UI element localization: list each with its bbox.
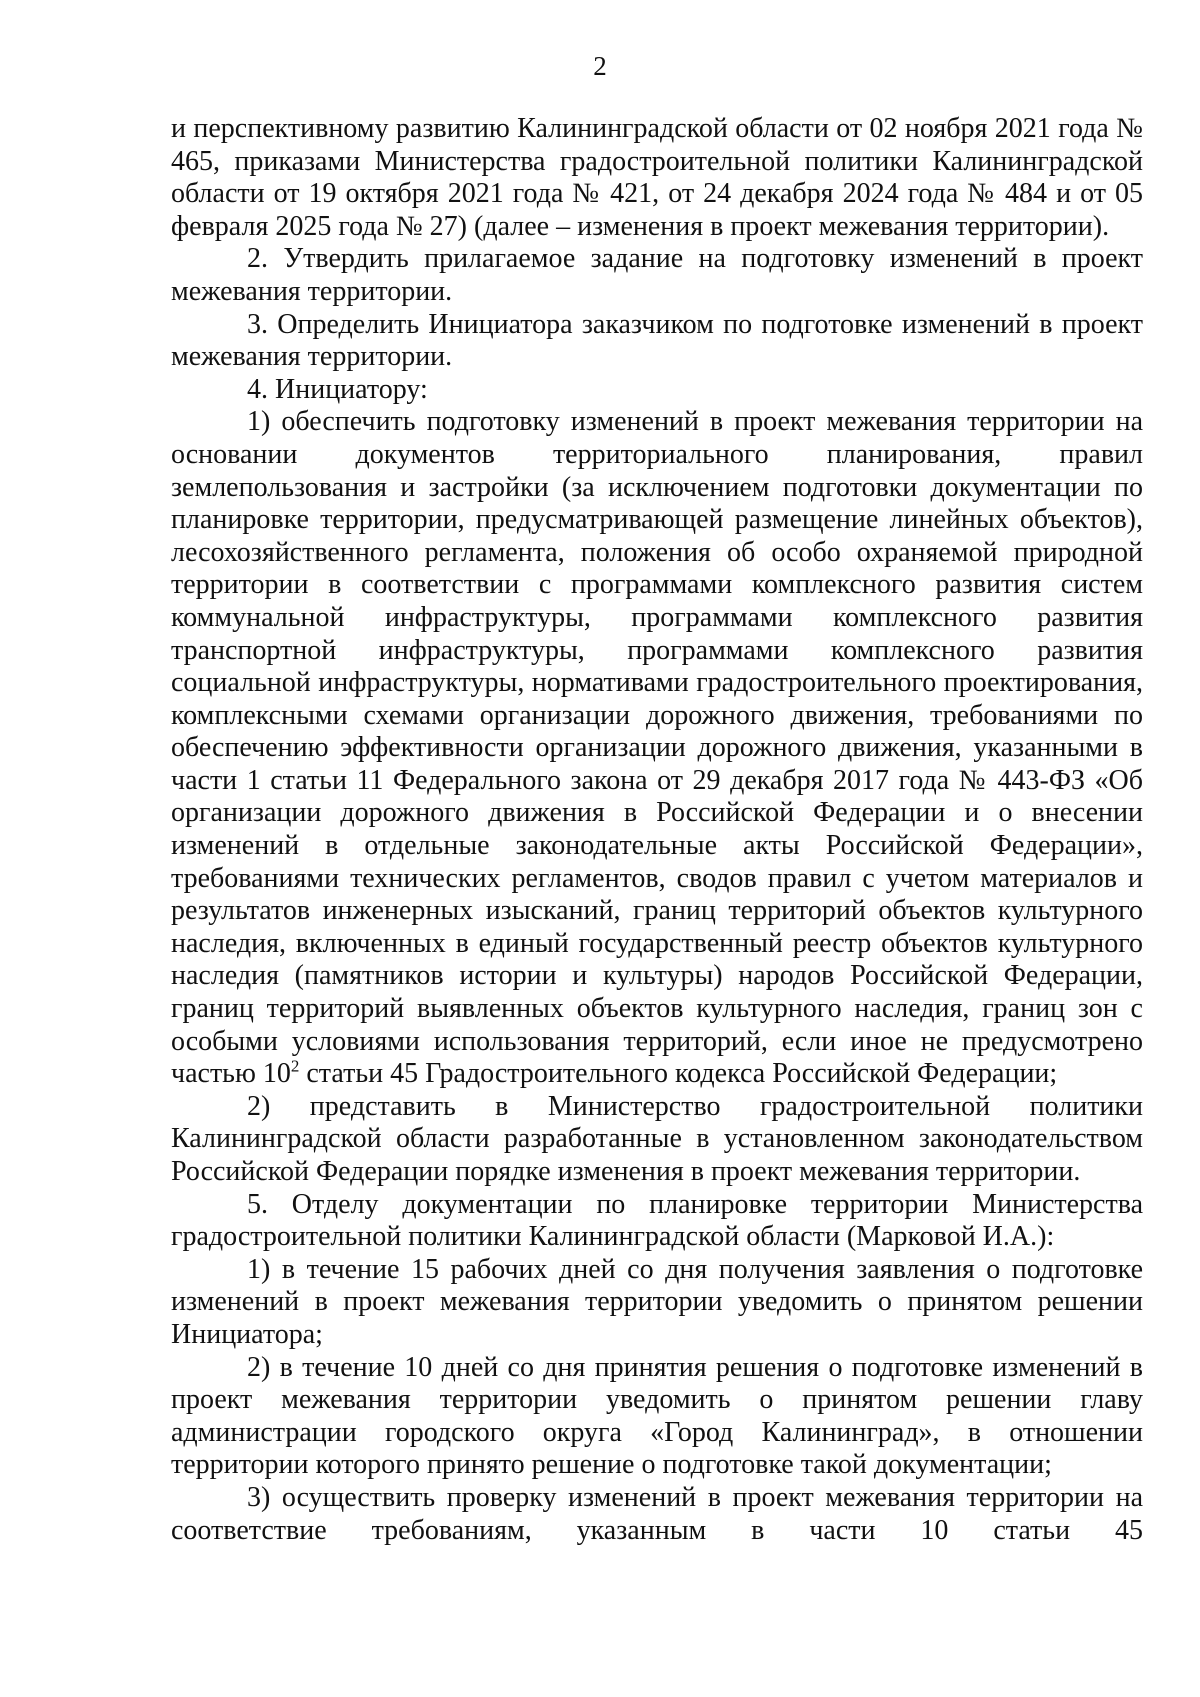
- paragraph-item-5-3: 3) осуществить проверку изменений в проект межевания территории на соответствие требованиям, указанным в части 10 статьи 45: [171, 1481, 1143, 1546]
- paragraph-item-5-1: 1) в течение 15 рабочих дней со дня получения заявления о подготовке изменений в проект межевания территории уведомить о принятом решении Инициатора;: [171, 1253, 1143, 1350]
- paragraph-item-5-2: 2) в течение 10 дней со дня принятия решения о подготовке изменений в проект межевания территории уведомить о принятом решении главу администрации городского округа «Город Калининград», в отношении территории которого принято решение о подготовке такой документации;: [171, 1351, 1143, 1481]
- paragraph-item-2: 2. Утвердить прилагаемое задание на подготовку изменений в проект межевания территории.: [171, 243, 1143, 307]
- paragraph-item-4-1: [171, 406, 1143, 1090]
- paragraph-item-4-1-tail: статьи 45 Градостроительного кодекса Российской Федерации;: [299, 1058, 1058, 1090]
- paragraph-item-3: 3. Определить Инициатора заказчиком по подготовке изменений в проект межевания территории.: [171, 308, 1143, 373]
- page-number: 2: [593, 51, 607, 81]
- paragraph-intro-continuation: и перспективному развитию Калининградской области от 02 ноября 2021 года № 465, приказами Министерства градостроительной политики Калининградской области от 19 октября 2021 года № 421, от 24 декабря 2024 года № 484 и от 05 февраля 2025 года № 27) (далее – изменения в проект межевания территории).: [171, 113, 1143, 242]
- paragraph-item-4-1-text: 1) обеспечить подготовку изменений в проект межевания территории на основании документов территориального планирования, правил землепользования и застройки (за исключением подготовки документации по планировке территории, предусматривающей размещение линейных объектов), лесохозяйственного регламента, положения об особо охраняемой природной территории в соответствии с программами комплексного развития систем коммунальной инфраструктуры, программами комплексного развития транспортной инфраструктуры, программами комплексного развития социальной инфраструктуры, нормативами градостроительного проектирования, комплексными схемами организации дорожного движения, требованиями по обеспечению эффективности организации дорожного движения, указанными в части 1 статьи 11 Федерального закона от 29 декабря 2017 года № 443-ФЗ «Об организации дорожного движения в Российской Федерации и о внесении изменений в отдельные законодательные акты Российской Федерации», требованиями технических регламентов, сводов правил с учетом материалов и результатов инженерных изысканий, границ территорий объектов культурного наследия, включенных в единый государственный реестр объектов культурного наследия (памятников истории и культуры) народов Российской Федерации, границ территорий выявленных объектов культурного наследия, границ зон с особыми условиями использования территорий, если иное не предусмотрено частью 10: [171, 406, 1143, 1090]
- superscript-2: 2: [290, 1056, 300, 1076]
- paragraph-item-4-2: 2) представить в Министерство градостроительной политики Калининградской области разработанные в установленном законодательством Российской Федерации порядке изменения в проект межевания территории.: [171, 1090, 1143, 1187]
- document-body: [171, 113, 1143, 1547]
- paragraph-item-4-heading: 4. Инициатору:: [247, 373, 428, 405]
- paragraph-item-5: 5. Отделу документации по планировке территории Министерства градостроительной политики Калининградской области (Марковой И.А.):: [171, 1188, 1143, 1253]
